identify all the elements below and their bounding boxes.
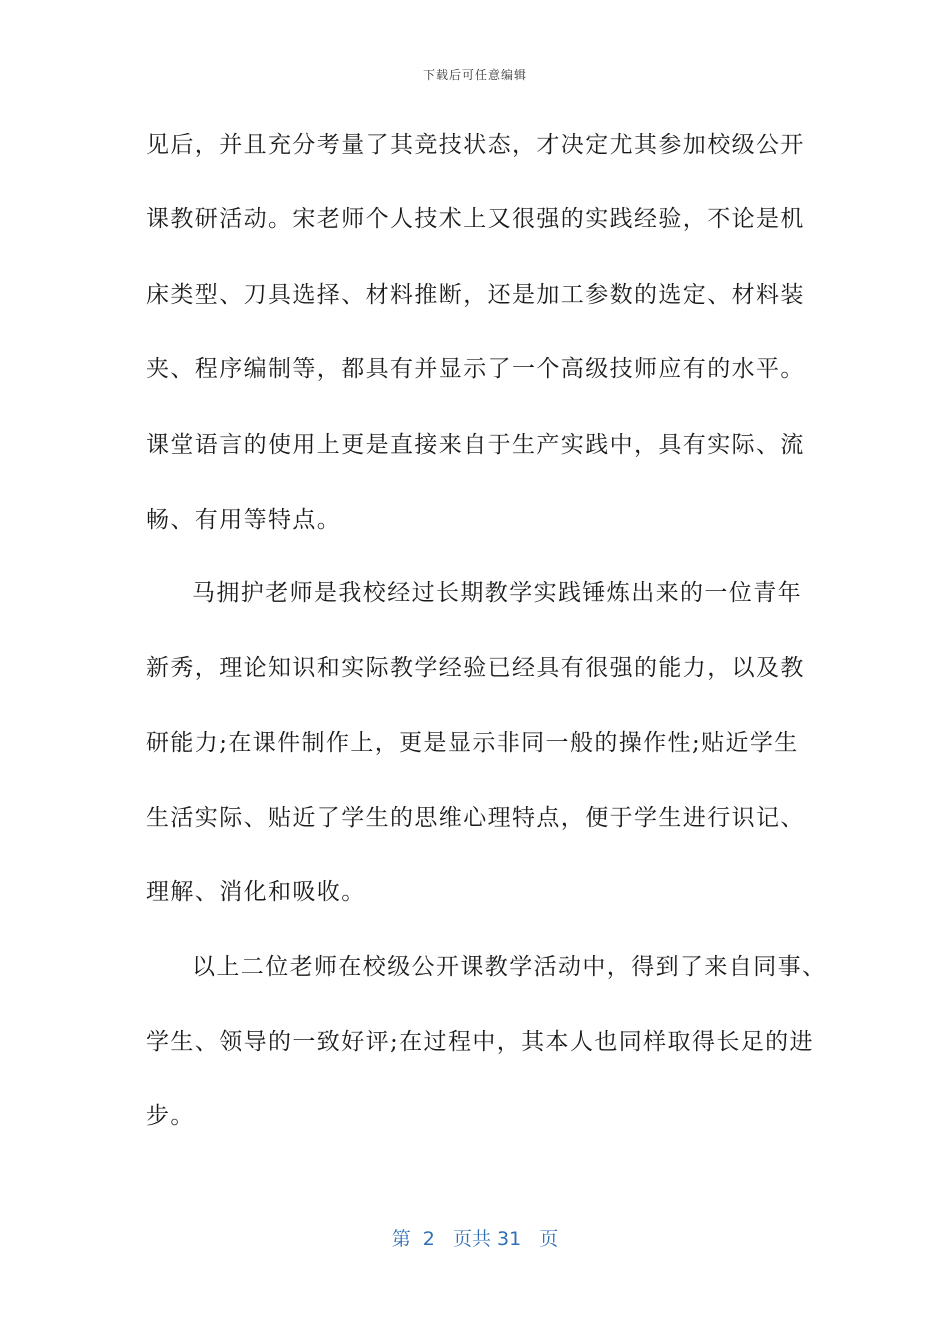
body-text-line: 床类型、刀具选择、材料推断，还是加工参数的选定、材料装	[146, 282, 805, 308]
paragraph-first-line: 马拥护老师是我校经过长期教学实践锤炼出来的一位青年	[192, 580, 802, 606]
body-text-line: 新秀，理论知识和实际教学经验已经具有很强的能力，以及教	[146, 655, 805, 681]
page-header-note: 下载后可任意编辑	[422, 68, 527, 82]
body-text-line: 研能力;在课件制作上，更是显示非同一般的操作性;贴近学生	[146, 730, 799, 756]
page-number-footer: 第 2 页共 31 页	[391, 1228, 559, 1250]
body-text-line: 课教研活动。宋老师个人技术上又很强的实践经验，不论是机	[146, 206, 805, 232]
body-text-line: 理解、消化和吸收。	[146, 879, 366, 905]
body-text-line: 课堂语言的使用上更是直接来自于生产实践中，具有实际、流	[146, 432, 805, 458]
body-text-line: 学生、领导的一致好评;在过程中，其本人也同样取得长足的进	[146, 1029, 814, 1055]
body-text-line: 步。	[146, 1103, 195, 1129]
body-text-line: 夹、程序编制等，都具有并显示了一个高级技师应有的水平。	[146, 356, 805, 382]
paragraph-first-line: 以上二位老师在校级公开课教学活动中，得到了来自同事、	[192, 954, 827, 980]
body-text-line: 见后，并且充分考量了其竞技状态，才决定尤其参加校级公开	[146, 132, 805, 158]
body-text-line: 生活实际、贴近了学生的思维心理特点，便于学生进行识记、	[146, 805, 805, 831]
body-text-line: 畅、有用等特点。	[146, 507, 342, 533]
